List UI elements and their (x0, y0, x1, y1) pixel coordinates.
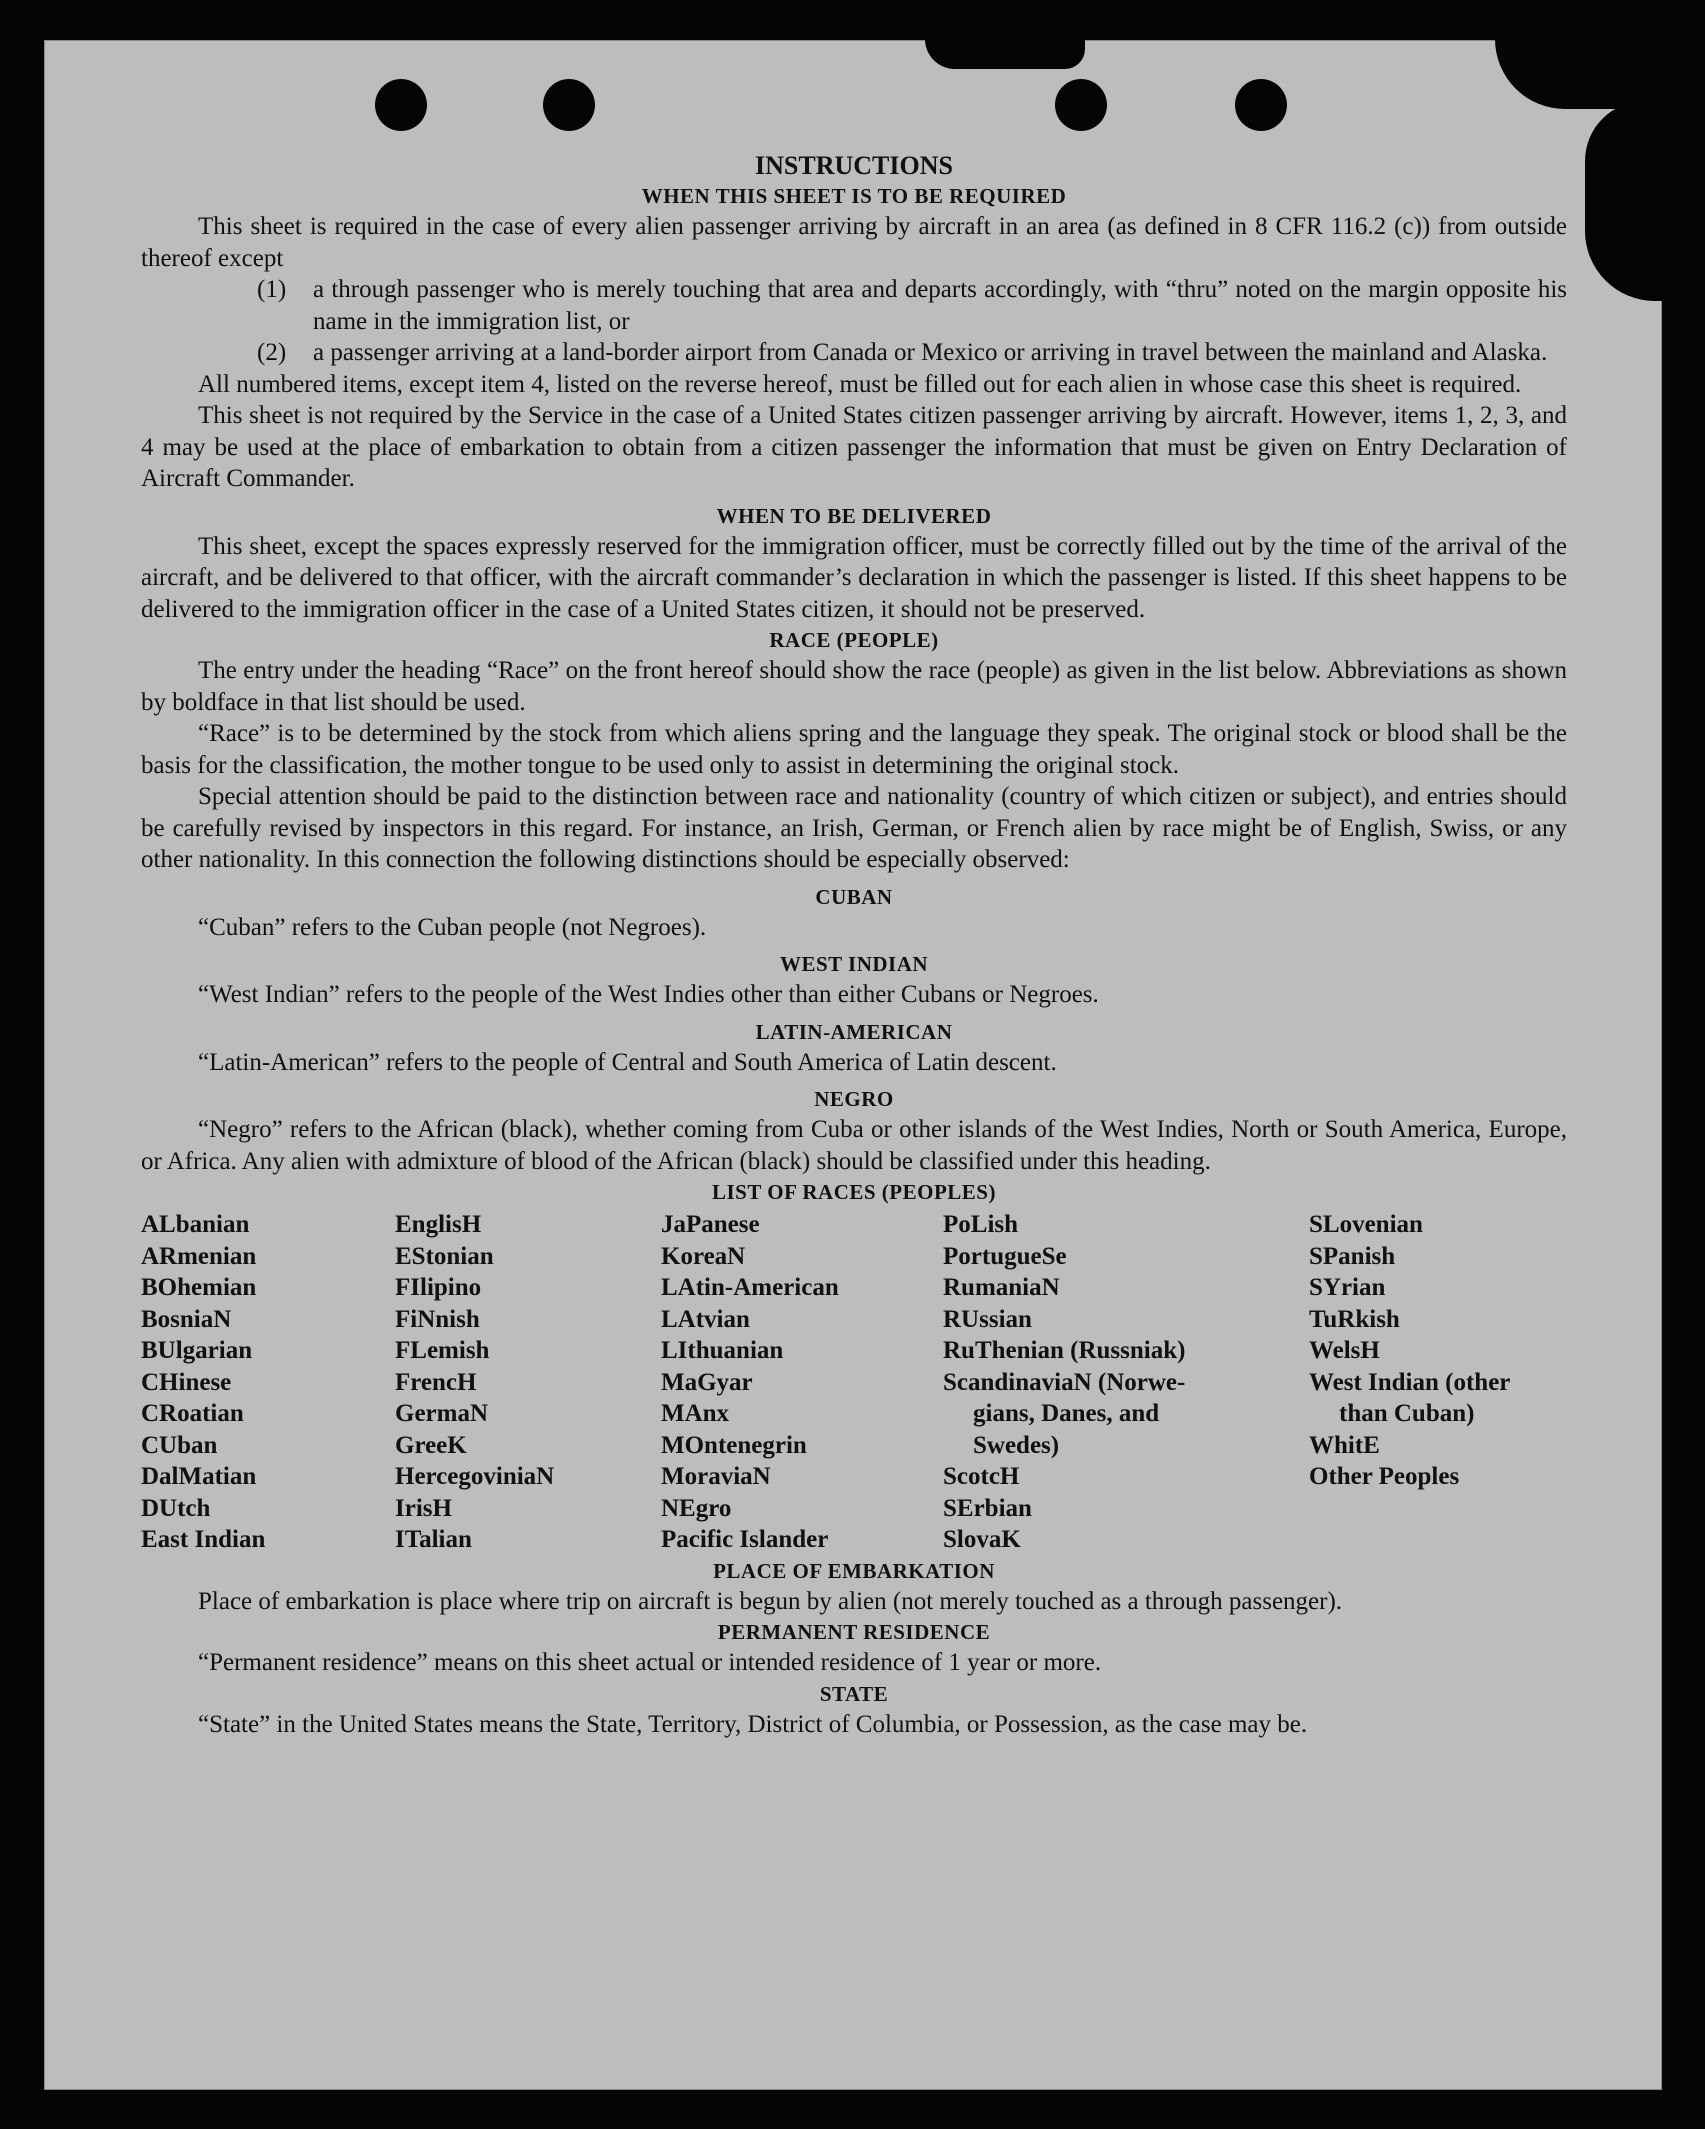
races-list (141, 1209, 1567, 1556)
race-entry: EnglisH (395, 1211, 482, 1238)
race-entry: CRoatian (141, 1400, 244, 1427)
item-number: (2) (257, 339, 287, 366)
section-heading: RACE (PEOPLE) (769, 628, 939, 652)
race-entry: LAtin-American (661, 1274, 839, 1301)
race-entry: PoLish (943, 1211, 1019, 1238)
race-entry: MoraviaN (661, 1463, 771, 1490)
item-text: a through passenger who is merely touching that area and departs accordingly, with “thru” noted on the margin opposite his name in the immigration list, or (313, 276, 1567, 335)
paragraph: “Permanent residence” means on this sheet actual or intended residence of 1 year or more. (198, 1649, 1102, 1676)
races-column (395, 1209, 661, 1556)
torn-edge (1495, 39, 1663, 109)
punch-hole (375, 79, 427, 131)
race-entry: ALbanian (141, 1211, 250, 1238)
races-column (1309, 1209, 1567, 1556)
race-entry: SErbian (943, 1494, 1032, 1522)
section-heading: NEGRO (814, 1087, 894, 1111)
race-entry: CUban (141, 1431, 218, 1459)
paragraph: This sheet is required in the case of every alien passenger arriving by aircraft in an area (as defined in 8 CFR 116.2 (c)) from outside thereof except (141, 213, 1567, 272)
race-entry: SlovaK (943, 1526, 1021, 1553)
race-entry: EStonian (395, 1242, 494, 1270)
race-entry: BUlgarian (141, 1337, 253, 1364)
paragraph: “Negro” refers to the African (black), whether coming from Cuba or other islands of the West Indies, North or South America, Europe, or Africa. Any alien with admixture of blood of the African (black) should be classified under this heading. (141, 1116, 1567, 1175)
race-entry: TuRkish (1309, 1305, 1400, 1333)
list-item (257, 337, 1567, 369)
section-heading: STATE (819, 1681, 889, 1706)
instructions-content (141, 151, 1567, 1740)
race-entry: RuThenian (Russniak) (943, 1337, 1186, 1364)
race-entry: SYrian (1309, 1274, 1386, 1301)
race-entry: MaGyar (661, 1368, 753, 1396)
race-entry: ScandinaviaN (Norwe- (943, 1368, 1186, 1396)
paragraph: “State” in the United States means the State, Territory, District of Columbia, or Possession, as the case may be. (198, 1710, 1308, 1738)
race-entry: ScotcH (943, 1463, 1020, 1490)
item-text: a passenger arriving at a land-border airport from Canada or Mexico or arriving in travel between the mainland and Alaska. (313, 339, 1548, 366)
torn-edge (1585, 101, 1663, 301)
race-entry: LAtvian (661, 1305, 750, 1333)
race-entry: Pacific Islander (661, 1526, 829, 1553)
race-entry: MOntenegrin (661, 1431, 807, 1459)
race-entry: HercegoviniaN (395, 1463, 555, 1490)
race-entry: FiNnish (395, 1305, 480, 1333)
punch-hole (543, 79, 595, 131)
race-entry: WhitE (1309, 1431, 1380, 1459)
race-entry: East Indian (141, 1526, 266, 1553)
race-entry-continued: than Cuban) (1339, 1400, 1475, 1427)
race-entry: RumaniaN (943, 1274, 1060, 1301)
punch-hole (1235, 79, 1287, 131)
race-entry-continued: gians, Danes, and (973, 1400, 1160, 1427)
race-entry: JaPanese (661, 1211, 760, 1238)
race-entry: GermaN (395, 1400, 489, 1427)
race-entry: GreeK (395, 1431, 467, 1459)
paragraph: “Race” is to be determined by the stock from which aliens spring and the language they speak. The original stock or blood shall be the basis for the classification, the mother tongue to be used only to assist in determining the original stock. (141, 720, 1567, 779)
race-entry: KoreaN (661, 1242, 746, 1270)
section-heading: WHEN THIS SHEET IS TO BE REQUIRED (641, 184, 1067, 208)
races-column (943, 1209, 1309, 1556)
paragraph: Place of embarkation is place where trip on aircraft is begun by alien (not merely touched as a through passenger). (198, 1587, 1343, 1615)
paragraph: “West Indian” refers to the people of the West Indies other than either Cubans or Negroes. (198, 981, 1099, 1008)
races-column (141, 1209, 395, 1556)
section-heading: LATIN-AMERICAN (755, 1019, 953, 1044)
race-entry: FrencH (395, 1368, 477, 1396)
paragraph: “Cuban” refers to the Cuban people (not Negroes). (198, 913, 707, 941)
paragraph: This sheet, except the spaces expressly reserved for the immigration officer, must be correctly filled out by the time of the arrival of the aircraft, and be delivered to that officer, with the aircraft commander’s declaration in which the passenger is listed. If this sheet happens to be delivered to the immigration officer in the case of a United States citizen, it should not be preserved. (141, 532, 1567, 623)
paragraph: All numbered items, except item 4, listed on the reverse hereof, must be filled out for each alien in whose case this sheet is required. (198, 370, 1522, 398)
race-entry: LIthuanian (661, 1337, 784, 1364)
section-heading: WHEN TO BE DELIVERED (716, 503, 992, 528)
document-page (44, 40, 1662, 2090)
race-entry-continued: Swedes) (973, 1431, 1060, 1459)
race-entry: BosniaN (141, 1305, 232, 1333)
race-entry: SLovenian (1309, 1211, 1423, 1238)
race-entry: MAnx (661, 1400, 730, 1427)
race-entry: ARmenian (141, 1242, 257, 1270)
race-entry: NEgro (661, 1494, 732, 1522)
paragraph: Special attention should be paid to the distinction between race and nationality (country of which citizen or subject), and entries should be carefully revised by inspectors in this regard. For instance, an Irish, German, or French alien by race might be of English, Swiss, or any other nationality. In this connection the following distinctions should be especially observed: (141, 783, 1567, 873)
race-entry: West Indian (other (1309, 1368, 1511, 1396)
race-entry: PortugueSe (943, 1242, 1067, 1270)
punch-hole (1055, 79, 1107, 131)
section-heading: CUBAN (815, 884, 893, 909)
section-heading: PLACE OF EMBARKATION (713, 1558, 995, 1583)
paragraph: The entry under the heading “Race” on the front hereof should show the race (people) as given in the list below. Abbreviations as shown by boldface in that list should be used. (141, 657, 1567, 716)
section-heading: LIST OF RACES (PEOPLES) (712, 1180, 996, 1204)
race-entry: DalMatian (141, 1463, 257, 1490)
race-entry: Other Peoples (1309, 1463, 1460, 1490)
torn-edge (925, 39, 1085, 69)
race-entry: FLemish (395, 1337, 490, 1364)
race-entry: WelsH (1309, 1337, 1380, 1364)
race-entry: RUssian (943, 1305, 1032, 1333)
race-entry: ITalian (395, 1526, 472, 1553)
section-heading: WEST INDIAN (779, 952, 929, 976)
races-column (661, 1209, 943, 1556)
race-entry: CHinese (141, 1368, 232, 1396)
race-entry: SPanish (1309, 1242, 1396, 1270)
page-title: INSTRUCTIONS (755, 151, 953, 180)
item-number: (1) (257, 276, 287, 303)
race-entry: DUtch (141, 1494, 211, 1522)
list-item (257, 274, 1567, 337)
race-entry: IrisH (395, 1494, 452, 1522)
section-heading: PERMANENT RESIDENCE (717, 1620, 991, 1644)
race-entry: FIlipino (395, 1274, 482, 1301)
paragraph: This sheet is not required by the Service in the case of a United States citizen passenger arriving by aircraft. However, items 1, 2, 3, and 4 may be used at the place of embarkation to obtain from a citizen passenger the information that must be given on Entry Declaration of Aircraft Commander. (141, 402, 1567, 492)
race-entry: BOhemian (141, 1274, 257, 1301)
paragraph: “Latin-American” refers to the people of Central and South America of Latin descent. (198, 1048, 1057, 1076)
